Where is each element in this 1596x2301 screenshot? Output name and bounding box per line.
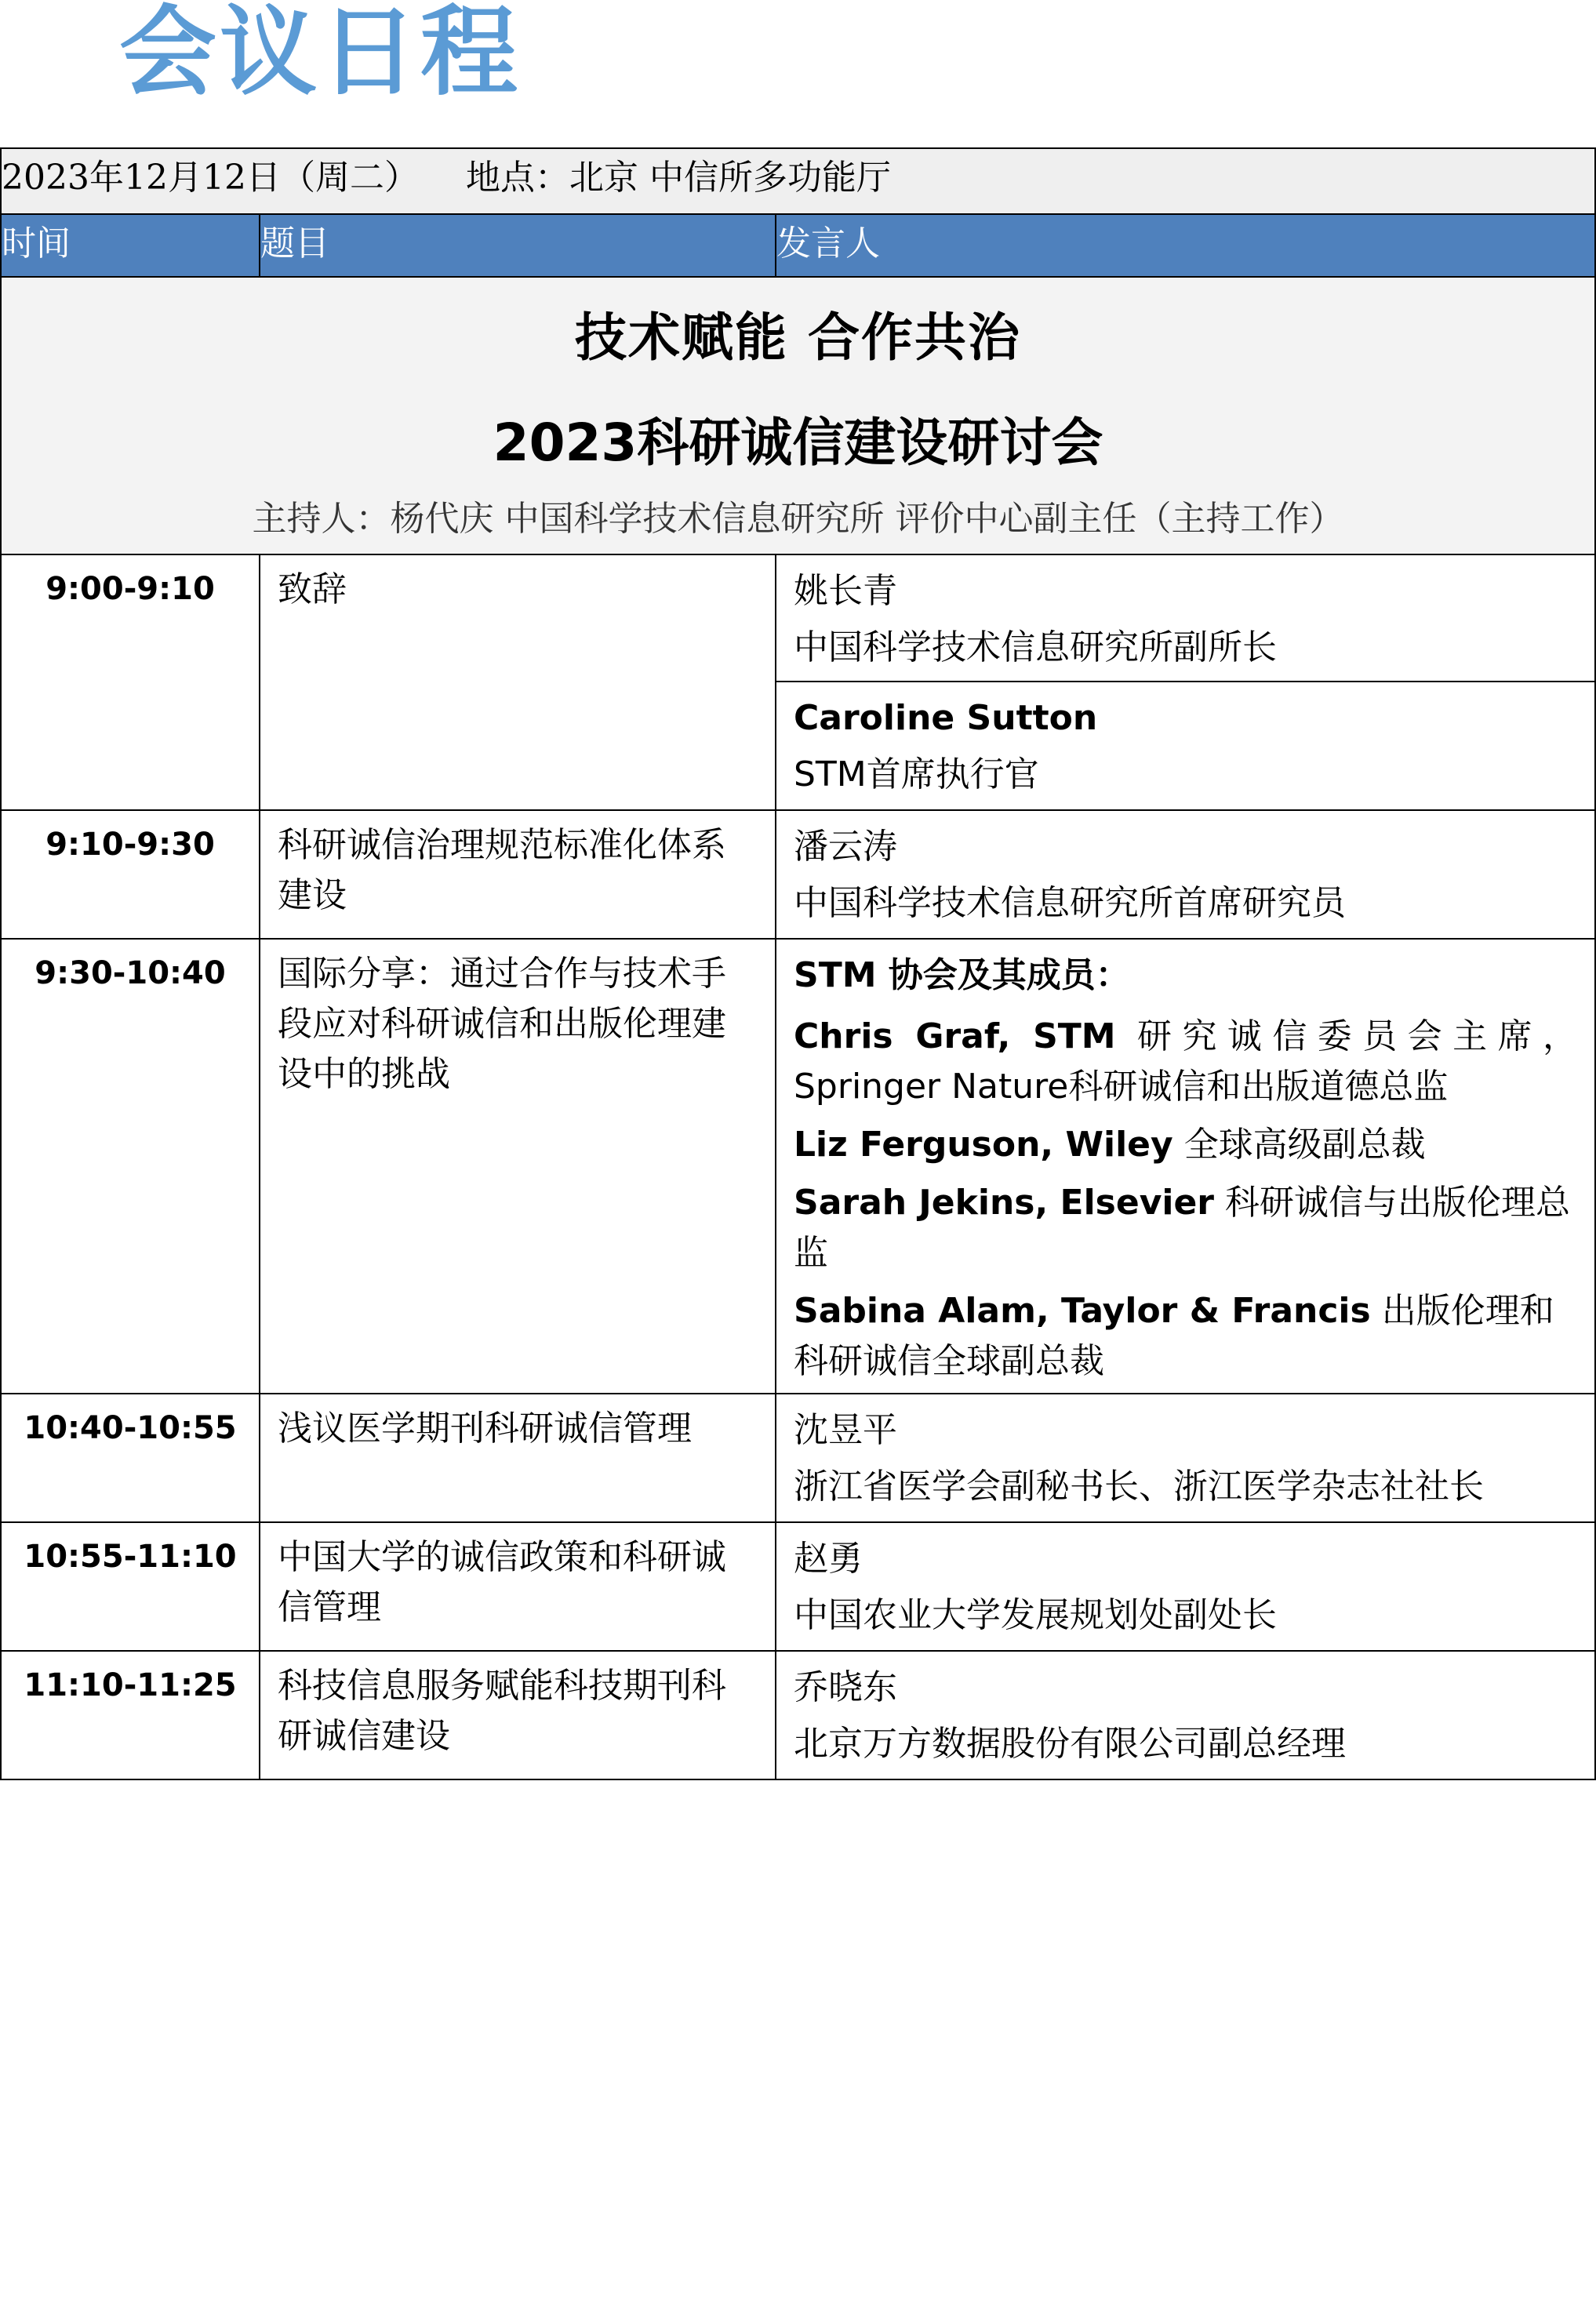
- member-entry: [794, 1286, 1577, 1387]
- banner-row: [1, 277, 1595, 554]
- speaker-block: [776, 1394, 1594, 1521]
- speaker-name: Caroline Sutton: [794, 698, 1098, 738]
- speaker-block: [776, 940, 1594, 1393]
- session-speakers: [776, 1651, 1595, 1779]
- speaker-block: [776, 1652, 1594, 1779]
- session-speakers: [776, 810, 1595, 939]
- table-row: [1, 554, 1595, 810]
- meeting-date: 2023年12月12日（周二）: [2, 158, 419, 198]
- speaker-block: [776, 811, 1594, 938]
- speaker-name: 沈昱平: [794, 1410, 897, 1450]
- speaker-block: [776, 555, 1594, 681]
- speaker-title: 北京万方数据股份有限公司副总经理: [794, 1724, 1346, 1764]
- member-name: Sarah Jekins, Elsevier: [794, 1183, 1214, 1223]
- session-speakers: [776, 1394, 1595, 1522]
- agenda-table: [0, 147, 1596, 1780]
- banner-theme: 技术赋能 合作共治: [575, 307, 1021, 368]
- speaker-name: 赵勇: [794, 1539, 863, 1579]
- member-intro: STM 协会及其成员：: [794, 955, 1130, 995]
- session-topic: 科研诚信治理规范标准化体系建设: [260, 810, 776, 939]
- member-role: 研究诚信委员会主席，Springer Nature科研诚信和出版道德总监: [794, 1016, 1578, 1107]
- member-entry: [794, 1120, 1577, 1170]
- speaker-title: 中国农业大学发展规划处副处长: [794, 1595, 1277, 1635]
- speaker-title: 中国科学技术信息研究所副所长: [794, 627, 1277, 667]
- member-name: Sabina Alam, Taylor & Francis: [794, 1291, 1371, 1331]
- member-entry: [794, 1178, 1577, 1278]
- column-header-speaker: 发言人: [776, 214, 1595, 277]
- member-role: 科研诚信与出版伦理总监: [794, 1183, 1570, 1273]
- page-title: 会议日程: [119, 0, 522, 109]
- table-row: [1, 810, 1595, 939]
- member-name: Chris Graf, STM: [794, 1016, 1116, 1056]
- banner-cell: [1, 277, 1595, 554]
- session-topic: 科技信息服务赋能科技期刊科研诚信建设: [260, 1651, 776, 1779]
- session-speakers: [776, 1522, 1595, 1651]
- session-topic: 中国大学的诚信政策和科研诚信管理: [260, 1522, 776, 1651]
- speaker-name: 乔晓东: [794, 1667, 897, 1707]
- session-topic: 浅议医学期刊科研诚信管理: [260, 1394, 776, 1522]
- speaker-title: STM首席执行官: [794, 754, 1039, 794]
- session-time: 10:40-10:55: [1, 1394, 260, 1522]
- speaker-name: 姚长青: [794, 571, 897, 611]
- member-role: 全球高级副总裁: [1183, 1125, 1426, 1165]
- session-time: 9:10-9:30: [1, 810, 260, 939]
- table-row: [1, 939, 1595, 1394]
- member-name: Liz Ferguson, Wiley: [794, 1125, 1173, 1165]
- session-time: 9:30-10:40: [1, 939, 260, 1394]
- member-entry: [794, 1012, 1577, 1112]
- session-speakers: [776, 939, 1595, 1394]
- session-speakers: [776, 554, 1595, 810]
- meeting-location: 地点：北京 中信所多功能厅: [465, 158, 891, 198]
- table-row: [1, 1522, 1595, 1651]
- column-header-time: 时间: [1, 214, 260, 277]
- table-row: [1, 1651, 1595, 1779]
- session-time: 9:00-9:10: [1, 554, 260, 810]
- speaker-block: [776, 681, 1594, 809]
- meta-row: [1, 148, 1595, 214]
- column-header-row: [1, 214, 1595, 277]
- session-time: 11:10-11:25: [1, 1651, 260, 1779]
- speaker-name: 潘云涛: [794, 827, 897, 867]
- session-topic: 致辞: [260, 554, 776, 810]
- banner-host: 主持人：杨代庆 中国科学技术信息研究所 评价中心副主任（主持工作）: [252, 499, 1344, 539]
- banner-event-name: 2023科研诚信建设研讨会: [493, 413, 1103, 473]
- speaker-block: [776, 1523, 1594, 1650]
- session-time: 10:55-11:10: [1, 1522, 260, 1651]
- speaker-title: 中国科学技术信息研究所首席研究员: [794, 883, 1346, 923]
- member-role: 出版伦理和科研诚信全球副总裁: [794, 1291, 1554, 1381]
- session-topic: 国际分享：通过合作与技术手段应对科研诚信和出版伦理建设中的挑战: [260, 939, 776, 1394]
- meta-cell: [1, 148, 1595, 214]
- column-header-topic: 题目: [260, 214, 776, 277]
- speaker-title: 浙江省医学会副秘书长、浙江医学杂志社社长: [794, 1467, 1484, 1507]
- table-row: [1, 1394, 1595, 1522]
